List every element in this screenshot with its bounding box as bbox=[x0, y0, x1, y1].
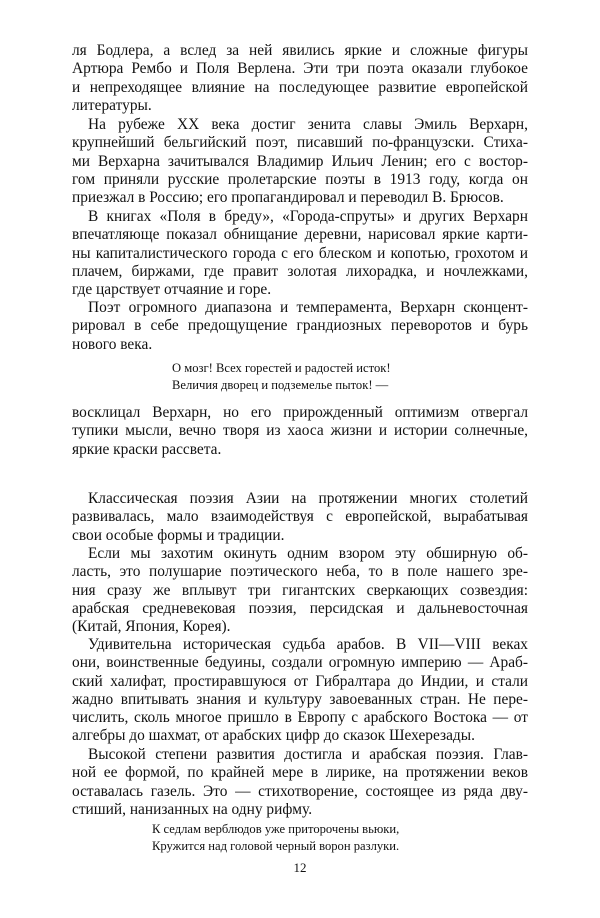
text-line: приезжал в Россию; его пропагандировал и переводил В. Брюсов. bbox=[72, 189, 504, 207]
text-line: где царствует отчаяние и горе. bbox=[72, 281, 272, 299]
verse-line: Величия дворец и подземелье пыток! — bbox=[172, 378, 389, 392]
text-line: Артюра Рембо и Поля Верлена. Эти три поэта оказали глубокое bbox=[72, 60, 528, 78]
text-line: алгебры до шахмат, от арабских цифр до сказок Шехерезады. bbox=[72, 727, 475, 745]
verse-quote-gazel bbox=[152, 821, 399, 855]
text-line: ны капиталистического города с его блеском и копотью, грохотом и bbox=[72, 244, 528, 262]
paragraph-verhaeren-exclaimed bbox=[72, 404, 528, 459]
paragraph-verhaeren-books bbox=[72, 208, 528, 299]
text-line: числить, сколь многое пришло в Европу с арабского Востока — от bbox=[72, 709, 528, 727]
paragraph-text bbox=[72, 545, 528, 636]
text-line: Если мы захотим окинуть одним взором эту обширную об- bbox=[88, 545, 528, 562]
paragraph-text bbox=[72, 42, 528, 115]
text-line: ния сразу же вплывут три гигантских сверкающих созвездия: bbox=[72, 581, 528, 599]
text-line: Высокой степени развития достигла и арабская поэзия. Глав- bbox=[88, 746, 528, 763]
text-line: развивалась, мало взаимодействуя с европейской, вырабатывая bbox=[72, 508, 528, 526]
paragraph-text bbox=[72, 299, 528, 354]
page-number: 12 bbox=[293, 860, 307, 875]
text-line: На рубеже XX века достиг зенита славы Эмиль Верхарн, bbox=[88, 116, 528, 133]
paragraph-text bbox=[72, 490, 528, 545]
paragraph-asia-poetry bbox=[72, 490, 528, 545]
text-line: нового века. bbox=[72, 335, 153, 353]
paragraph-constellations bbox=[72, 545, 528, 636]
paragraph-text bbox=[72, 208, 528, 299]
text-line: ми Верхарна зачитывался Владимир Ильич Ленин; его с востор- bbox=[72, 152, 528, 170]
text-line: оставалась газель. Это — стихотворение, состоящее из ряда дву- bbox=[72, 782, 528, 800]
verse-line: К седлам верблюдов уже приторочены вьюки, bbox=[152, 822, 400, 836]
paragraph-arabs bbox=[72, 636, 528, 746]
text-line: В книгах «Поля в бреду», «Города-спруты» и других Верхарн bbox=[88, 208, 528, 225]
text-line: восклицал Верхарн, но его прирожденный оптимизм отвергал bbox=[72, 404, 528, 421]
paragraph-text bbox=[72, 746, 528, 819]
paragraph-verhaeren-intro bbox=[72, 116, 528, 207]
text-line: ласть, это полушарие поэтического неба, то в поле нашего зре- bbox=[72, 563, 528, 581]
text-line: плачем, биржами, где правит золотая лихорадка, и ночлежками, bbox=[72, 262, 528, 280]
text-line: ной ее формой, по крайней мере в лирике, на протяжении веков bbox=[72, 764, 528, 782]
text-line: крупнейший бельгийский поэт, писавший по-французски. Стиха- bbox=[72, 134, 528, 152]
text-line: Классическая поэзия Азии на протяжении многих столетий bbox=[88, 490, 528, 507]
text-line: ля Бодлера, а вслед за ней явились яркие и сложные фигуры bbox=[72, 42, 528, 59]
text-line: яркие краски рассвета. bbox=[72, 440, 222, 458]
text-line: свои особые формы и традиции. bbox=[72, 526, 285, 544]
paragraph-verhaeren-range bbox=[72, 299, 528, 354]
text-line: гом приняли русские пролетарские поэты в 1913 году, когда он bbox=[72, 170, 528, 188]
verse-line: Кружится над головой черный ворон разлуки. bbox=[152, 839, 400, 853]
text-line: рировал в себе предощущение грандиозных переворотов и бурь bbox=[72, 317, 528, 335]
text-line: впечатляюще показал обнищание деревни, нарисовал яркие карти- bbox=[72, 226, 528, 244]
verse-line: О мозг! Всех горестей и радостей исток! bbox=[172, 361, 391, 375]
text-line: Поэт огромного диапазона и темперамента, Верхарн сконцент- bbox=[88, 299, 528, 316]
text-line: тупики мысли, вечно творя из хаоса жизни и истории солнечные, bbox=[72, 422, 528, 440]
text-line: арабская средневековая поэзия, персидская и дальневосточная bbox=[72, 599, 528, 617]
paragraph-text bbox=[72, 404, 528, 459]
text-line: ский халифат, простиравшуюся от Гибралтара до Индии, и стали bbox=[72, 672, 528, 690]
text-line: стиший, нанизанных на одну рифму. bbox=[72, 800, 313, 818]
text-line: и непреходящее влияние на последующее развитие европейской bbox=[72, 78, 528, 96]
paragraph-text bbox=[72, 116, 528, 207]
text-line: (Китай, Япония, Корея). bbox=[72, 618, 231, 636]
verse-quote-verhaeren bbox=[172, 360, 391, 394]
paragraph-baudelaire bbox=[72, 42, 528, 115]
text-line: литературы. bbox=[72, 96, 152, 114]
text-line: они, воинственные бедуины, создали огромную империю — Араб- bbox=[72, 654, 528, 672]
paragraph-text bbox=[72, 636, 528, 746]
text-line: Удивительна историческая судьба арабов. В VII—VIII веках bbox=[88, 636, 528, 653]
text-line: жадно впитывать знания и культуру завоеванных стран. Не пере- bbox=[72, 690, 528, 708]
paragraph-arabic-poetry bbox=[72, 746, 528, 819]
